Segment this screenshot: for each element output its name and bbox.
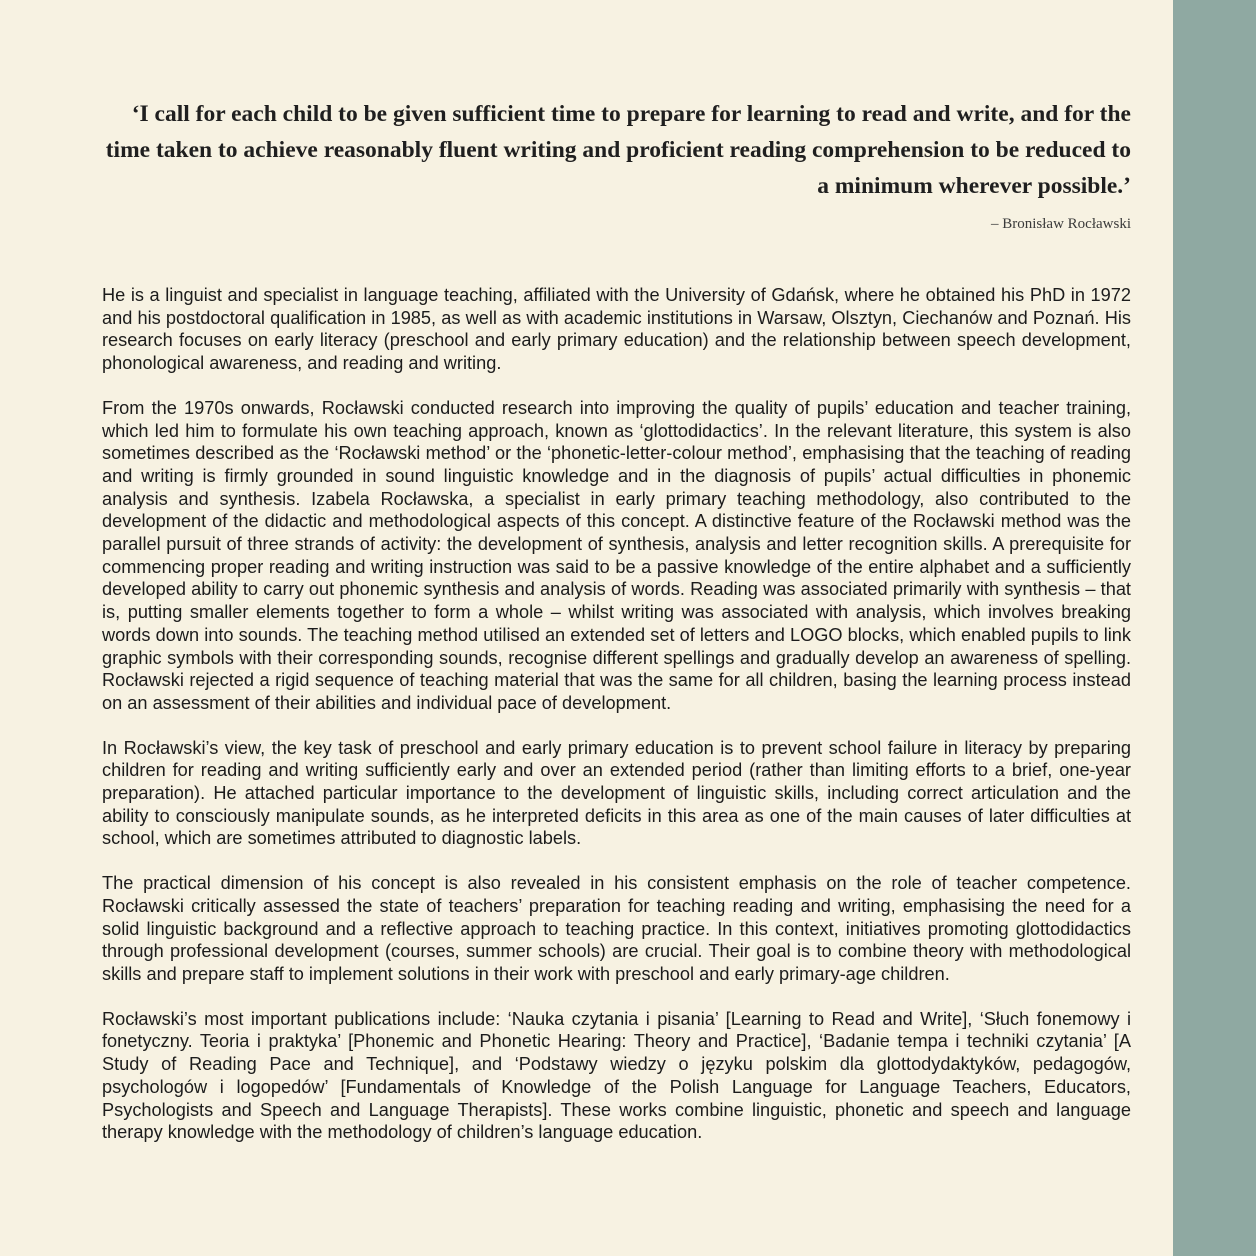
quote-attribution: – Bronisław Rocławski [991,216,1131,232]
paragraph-publications: Rocławski’s most important publications include: ‘Nauka czytania i pisania’ [Learning to Read and Write], ‘Słuch fonemowy i fonetyczny. Teoria i praktyka’ [Phonemic and Phonetic Hearing: Theory and Practice], ‘Badanie tempa i techniki czytania’ [A Study of Reading Pace and Technique], and ‘Podstawy wiedzy o języku polskim dla glottodydaktyków, pedagogów, psychologów i logopedów’ [Fundamentals of Knowledge of the Polish Language for Language Teachers, Educators, Psychologists and Speech and Language Therapists]. These works combine linguistic, phonetic and speech and language therapy knowledge with the methodology of children’s language education. [102,1008,1131,1143]
paragraph-practice: The practical dimension of his concept is also revealed in his consistent emphasis on the role of teacher competence. Rocławski critically assessed the state of teachers’ preparation for teaching reading and writing, emphasising the need for a solid linguistic background and a reflective approach to teaching practice. In this context, initiatives promoting glottodidactics through professional development (courses, summer schools) are crucial. Their goal is to combine theory with methodological skills and prepare staff to implement solutions in their work with preschool and early primary-age children. [102,873,1131,984]
paragraph-view: In Rocławski’s view, the key task of preschool and early primary education is to prevent school failure in literacy by preparing children for reading and writing sufficiently early and over an extended period (rather than limiting efforts to a brief, one-year preparation). He attached particular importance to the development of linguistic skills, including correct articulation and the ability to consciously manipulate sounds, as he interpreted deficits in this area as one of the main causes of later difficulties at school, which are sometimes attributed to diagnostic labels. [102,737,1131,849]
pull-quote: ‘I call for each child to be given sufficient time to prepare for learning to read and write, and for the time taken to achieve reasonably fluent writing and proficient reading comprehension to be reduced to a minimum wherever possible.’ [105,101,1131,199]
body-text [102,284,1131,1166]
paragraph-method: From the 1970s onwards, Rocławski conducted research into improving the quality of pupils’ education and teacher training, which led him to formulate his own teaching approach, known as ‘glottodidactics’. In the relevant literature, this system is also sometimes described as the ‘Rocławski method’ or the ‘phonetic-letter-colour method’, emphasising that the teaching of reading and writing is firmly grounded in sound linguistic knowledge and in the diagnosis of pupils’ actual difficulties in phonemic analysis and synthesis. Izabela Rocławska, a specialist in early primary teaching methodology, also contributed to the development of the didactic and methodological aspects of this concept. A distinctive feature of the Rocławski method was the parallel pursuit of three strands of activity: the development of synthesis, analysis and letter recognition skills. A prerequisite for commencing proper reading and writing instruction was said to be a passive knowledge of the entire alphabet and a sufficiently developed ability to carry out phonemic synthesis and analysis of words. Reading was associated primarily with synthesis – that is, putting smaller elements together to form a whole – whilst writing was associated with analysis, which involves breaking words down into sounds. The teaching method utilised an extended set of letters and LOGO blocks, which enabled pupils to link graphic symbols with their corresponding sounds, recognise different spellings and gradually develop an awareness of spelling. Rocławski rejected a rigid sequence of teaching material that was the same for all children, basing the learning process instead on an assessment of their abilities and individual pace of development. [102,397,1131,713]
paragraph-biography: He is a linguist and specialist in language teaching, affiliated with the University of Gdańsk, where he obtained his PhD in 1972 and his postdoctoral qualification in 1985, as well as with academic institutions in Warsaw, Olsztyn, Ciechanów and Poznań. His research focuses on early literacy (preschool and early primary education) and the relationship between speech development, phonological awareness, and reading and writing. [102,285,1131,374]
side-color-strip [1173,0,1256,1256]
